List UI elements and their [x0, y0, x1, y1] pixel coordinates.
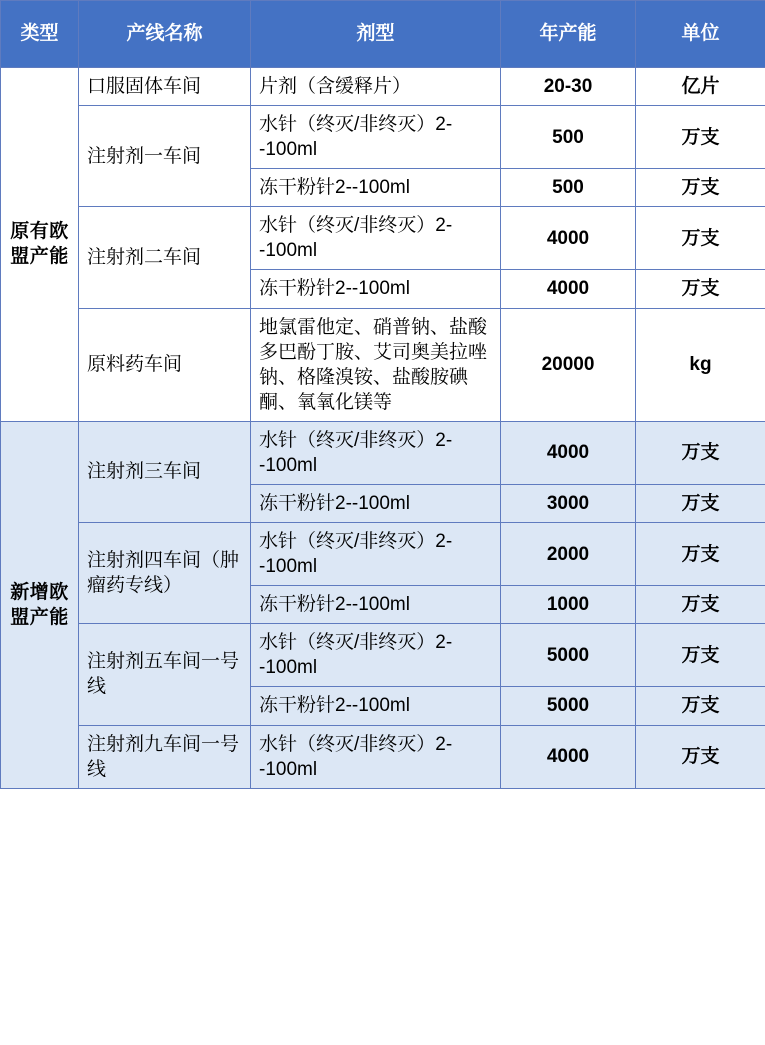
dosage-form-cell: 片剂（含缓释片） [251, 68, 501, 106]
line-name-cell: 注射剂三车间 [79, 421, 251, 522]
unit-cell: 万支 [636, 270, 765, 308]
unit-cell: 万支 [636, 106, 765, 169]
table-row [1, 207, 765, 270]
unit-cell: 万支 [636, 207, 765, 270]
annual-capacity-cell: 3000 [501, 485, 636, 523]
unit-cell: 万支 [636, 725, 765, 788]
dosage-form-cell: 冻干粉针2--100ml [251, 586, 501, 624]
line-name-cell: 注射剂四车间（肿瘤药专线） [79, 523, 251, 624]
annual-capacity-cell: 500 [501, 169, 636, 207]
annual-capacity-cell: 2000 [501, 523, 636, 586]
unit-cell: 万支 [636, 169, 765, 207]
unit-cell: kg [636, 308, 765, 421]
dosage-form-cell: 冻干粉针2--100ml [251, 687, 501, 725]
unit-cell: 亿片 [636, 68, 765, 106]
unit-cell: 万支 [636, 624, 765, 687]
table-row [1, 421, 765, 484]
header-unit: 单位 [636, 1, 765, 68]
dosage-form-cell: 水针（终灭/非终灭）2--100ml [251, 106, 501, 169]
annual-capacity-cell: 5000 [501, 687, 636, 725]
line-name-cell: 注射剂二车间 [79, 207, 251, 308]
header-line-name: 产线名称 [79, 1, 251, 68]
line-name-cell: 注射剂五车间一号线 [79, 624, 251, 725]
dosage-form-cell: 地氯雷他定、硝普钠、盐酸多巴酚丁胺、艾司奥美拉唑钠、格隆溴铵、盐酸胺碘酮、氧氧化镁等 [251, 308, 501, 421]
unit-cell: 万支 [636, 687, 765, 725]
dosage-form-cell: 冻干粉针2--100ml [251, 485, 501, 523]
table-header-row [1, 1, 765, 68]
table-row [1, 68, 765, 106]
header-dosage-form: 剂型 [251, 1, 501, 68]
dosage-form-cell: 水针（终灭/非终灭）2--100ml [251, 421, 501, 484]
line-name-cell: 注射剂九车间一号线 [79, 725, 251, 788]
table-row [1, 106, 765, 169]
unit-cell: 万支 [636, 485, 765, 523]
annual-capacity-cell: 4000 [501, 270, 636, 308]
table-body [1, 68, 765, 789]
annual-capacity-cell: 4000 [501, 207, 636, 270]
table-row [1, 725, 765, 788]
line-name-cell: 口服固体车间 [79, 68, 251, 106]
dosage-form-cell: 水针（终灭/非终灭）2--100ml [251, 624, 501, 687]
header-annual-capacity: 年产能 [501, 1, 636, 68]
dosage-form-cell: 水针（终灭/非终灭）2--100ml [251, 725, 501, 788]
table-row [1, 624, 765, 687]
annual-capacity-cell: 1000 [501, 586, 636, 624]
annual-capacity-cell: 500 [501, 106, 636, 169]
annual-capacity-cell: 5000 [501, 624, 636, 687]
dosage-form-cell: 水针（终灭/非终灭）2--100ml [251, 523, 501, 586]
annual-capacity-cell: 4000 [501, 421, 636, 484]
line-name-cell: 原料药车间 [79, 308, 251, 421]
annual-capacity-cell: 4000 [501, 725, 636, 788]
type-cell: 新增欧盟产能 [1, 421, 79, 788]
dosage-form-cell: 水针（终灭/非终灭）2--100ml [251, 207, 501, 270]
table-header [1, 1, 765, 68]
unit-cell: 万支 [636, 421, 765, 484]
unit-cell: 万支 [636, 523, 765, 586]
dosage-form-cell: 冻干粉针2--100ml [251, 169, 501, 207]
annual-capacity-cell: 20-30 [501, 68, 636, 106]
table-row [1, 523, 765, 586]
line-name-cell: 注射剂一车间 [79, 106, 251, 207]
type-cell: 原有欧盟产能 [1, 68, 79, 422]
table-row [1, 308, 765, 421]
unit-cell: 万支 [636, 586, 765, 624]
annual-capacity-cell: 20000 [501, 308, 636, 421]
dosage-form-cell: 冻干粉针2--100ml [251, 270, 501, 308]
header-type: 类型 [1, 1, 79, 68]
